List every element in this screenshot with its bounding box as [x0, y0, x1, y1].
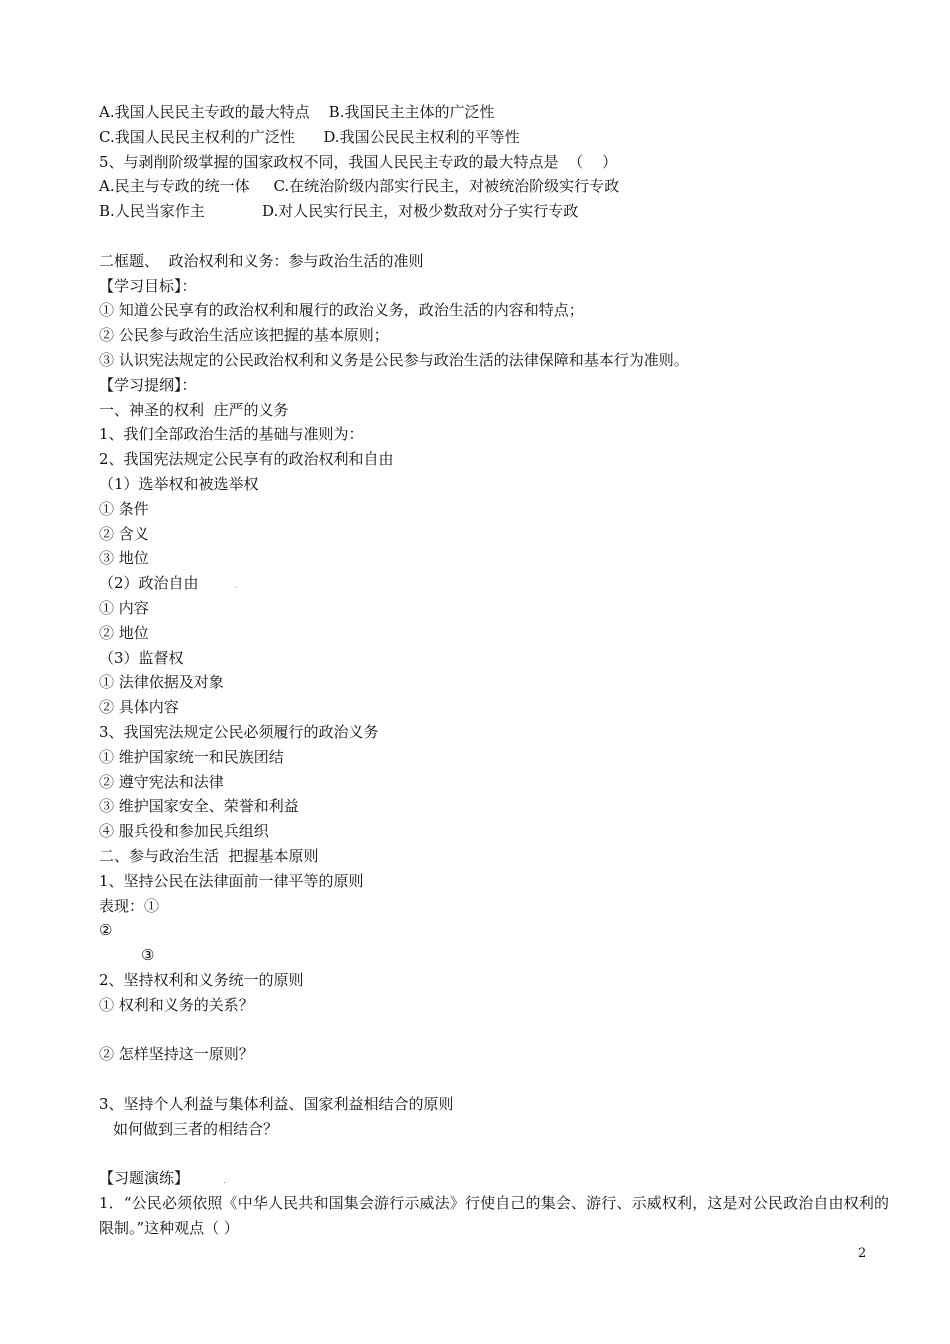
principle-3: 3、坚持个人利益与集体利益、国家利益相结合的原则	[99, 1094, 454, 1113]
principle-3-q: 如何做到三者的相结合？	[113, 1119, 279, 1138]
outline-heading: 【学习提纲】：	[99, 375, 197, 394]
part2-title: 二、参与政治生活 把握基本原则	[99, 846, 319, 865]
option-line-ac: A.民主与专政的统一体 C.在统治阶级内部实行民主，对被统治阶级实行专政	[99, 177, 620, 196]
exercises-heading: 【习题演练】	[99, 1169, 190, 1188]
goals-heading: 【学习目标】：	[99, 276, 197, 295]
spacer	[99, 1017, 889, 1042]
sub2-heading-line	[99, 571, 889, 596]
sub1-item: ① 条件	[99, 499, 149, 518]
exercise-1: 1．“公民必须依照《中华人民共和国集会游行示威法》行使自己的集会、游行、示威权利，这是对公民政治自由权利的限制。”这种观点（ ）	[99, 1194, 889, 1237]
principle-1-b: ②	[99, 921, 113, 940]
sub2-heading: （2）政治自由	[99, 574, 199, 593]
sub1-heading: （1）选举权和被选举权	[99, 474, 259, 493]
duty-item: ④ 服兵役和参加民兵组织	[99, 822, 269, 841]
goal-item: ③ 认识宪法规定的公民政治权利和义务是公民参与政治生活的法律保障和基本行为准则。	[99, 350, 689, 369]
part1-item1: 1、我们全部政治生活的基础与准则为：	[99, 425, 364, 444]
page-content	[99, 100, 889, 1241]
option-line-bd: B.人民当家作主 D.对人民实行民主，对极少数敌对分子实行专政	[99, 202, 579, 221]
sub3-heading: （3）监督权	[99, 648, 184, 667]
principle-1-show: 表现：①	[99, 896, 160, 915]
question-5: 5、与剥削阶级掌握的国家政权不同，我国人民民主专政的最大特点是 （ ）	[99, 152, 618, 171]
duty-item: ① 维护国家统一和民族团结	[99, 747, 284, 766]
option-line-ab: A.我国人民民主专政的最大特点 B.我国民主主体的广泛性	[99, 103, 495, 121]
spacer	[99, 224, 889, 249]
page-number: 2	[858, 1246, 867, 1261]
sub1-item: ② 含义	[99, 524, 149, 543]
exercises-heading-line	[99, 1166, 889, 1191]
principle-1-c: ③	[141, 946, 155, 965]
part1-item3: 3、我国宪法规定公民必须履行的政治义务	[99, 722, 379, 741]
sub1-item: ③ 地位	[99, 549, 149, 568]
principle-2-q1: ① 权利和义务的关系？	[99, 995, 254, 1014]
sub3-item: ② 具体内容	[99, 698, 179, 717]
goal-item: ① 知道公民享有的政治权利和履行的政治义务，政治生活的内容和特点；	[99, 301, 584, 320]
spacer	[99, 1067, 889, 1092]
duty-item: ③ 维护国家安全、荣誉和利益	[99, 797, 299, 816]
principle-2-q2: ② 怎样坚持这一原则？	[99, 1045, 254, 1064]
option-line-cd: C.我国人民民主权利的广泛性 D.我国公民民主权利的平等性	[99, 127, 520, 146]
principle-1: 1、坚持公民在法律面前一律平等的原则	[99, 871, 364, 890]
part1-item2: 2、我国宪法规定公民享有的政治权利和自由	[99, 450, 394, 469]
stray-mark: .	[223, 1176, 226, 1187]
spacer	[99, 1141, 889, 1166]
section-title: 二框题、 政治权利和义务：参与政治生活的准则	[99, 251, 424, 270]
stray-mark: .	[234, 581, 238, 592]
sub2-item: ② 地位	[99, 623, 149, 642]
principle-2: 2、坚持权利和义务统一的原则	[99, 970, 304, 989]
sub3-item: ① 法律依据及对象	[99, 673, 224, 692]
part1-title: 一、神圣的权利 庄严的义务	[99, 400, 289, 419]
duty-item: ② 遵守宪法和法律	[99, 772, 224, 791]
sub2-item: ① 内容	[99, 598, 149, 617]
goal-item: ② 公民参与政治生活应该把握的基本原则；	[99, 326, 389, 345]
